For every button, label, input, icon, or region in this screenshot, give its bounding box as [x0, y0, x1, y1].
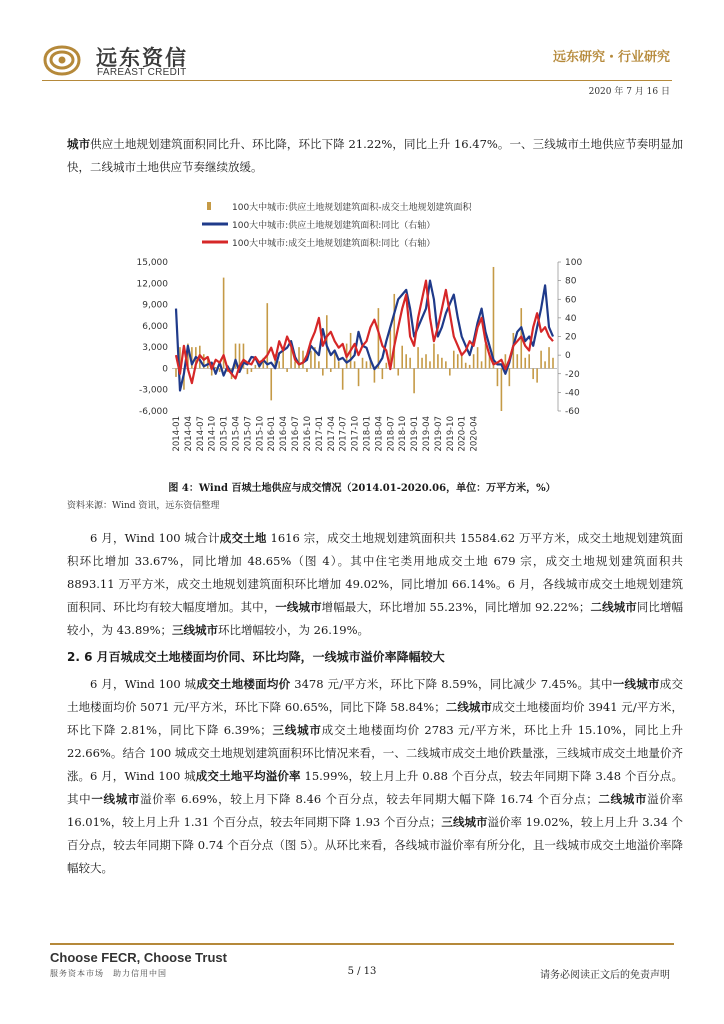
bar-supply-minus-deal [378, 308, 380, 368]
section-heading: 2. 6 月百城成交土地楼面均价同、环比均降，一线城市溢价率降幅较大 [67, 650, 445, 664]
legend-label: 100大中城市:成交土地规划建筑面积:同比（右轴） [232, 239, 436, 249]
brand-name-en: FAREAST CREDIT [97, 67, 187, 78]
bar-supply-minus-deal [255, 365, 257, 369]
bar-supply-minus-deal [251, 368, 253, 372]
bar-supply-minus-deal [393, 294, 395, 369]
x-tick-label: 2014-10 [207, 416, 218, 452]
x-tick-label: 2015-01 [219, 416, 230, 452]
bar-supply-minus-deal [493, 267, 495, 368]
intro-text: 供应土地规划建筑面积同比升、环比降，环比下降 21.22%，同比上升 16.47%。一、三线城市土地供应节奏明显加快，二线城市土地供应节奏继续放缓。 [67, 137, 683, 174]
bar-supply-minus-deal [548, 347, 550, 368]
header-divider [42, 80, 672, 81]
bar-supply-minus-deal [306, 368, 308, 372]
x-tick-label: 2015-07 [243, 416, 254, 452]
bar-supply-minus-deal [473, 354, 475, 368]
p1-text-3: 增幅最大，环比增加 55.23%，同比增加 92.22%； [321, 600, 591, 614]
bar-supply-minus-deal [409, 358, 411, 369]
bar-supply-minus-deal [318, 361, 320, 368]
bar-supply-minus-deal [457, 354, 459, 368]
bar-supply-minus-deal [215, 367, 217, 368]
x-tick-label: 2019-10 [445, 416, 456, 452]
x-tick-label: 2017-04 [326, 416, 337, 452]
bar-supply-minus-deal [441, 358, 443, 369]
land-supply-chart [136, 192, 600, 464]
x-tick-label: 2016-01 [267, 416, 278, 452]
bar-supply-minus-deal [437, 354, 439, 368]
bar-supply-minus-deal [417, 347, 419, 368]
x-tick-label: 2016-10 [303, 416, 313, 452]
x-tick-label: 2016-07 [291, 416, 302, 452]
right-axis-tick-label: 60 [565, 295, 577, 306]
left-axis-tick-label: 6,000 [142, 321, 168, 332]
bar-supply-minus-deal [461, 354, 463, 368]
p1-bold-1: 成交土地 [219, 531, 267, 545]
p2-text-3: 成交土地楼面均价 5071 元/平方米，环比下降 60.65%，同比下降 58.84%； [67, 677, 684, 714]
bar-supply-minus-deal [497, 368, 499, 386]
figure-source: 资料来源：Wind 资讯，远东资信整理 [67, 501, 220, 511]
x-tick-label: 2014-07 [195, 416, 206, 452]
right-axis-tick-label: -60 [565, 407, 580, 417]
bar-supply-minus-deal [413, 368, 415, 393]
right-axis-tick-label: 40 [565, 313, 577, 324]
bar-supply-minus-deal [528, 354, 530, 368]
x-tick-label: 2014-01 [172, 416, 182, 452]
p2-bold-4: 三线城市 [271, 723, 322, 737]
x-tick-label: 2014-04 [183, 416, 194, 452]
bar-supply-minus-deal [469, 365, 471, 369]
legend-label: 100大中城市:供应土地规划建筑面积-成交土地规划建筑面积 [232, 203, 472, 213]
x-tick-label: 2018-07 [386, 416, 397, 452]
p2-text-5: 成交土地楼面均价 2783 元/平方米，环比上升 15.10%，同比上升 22.66%。结合 100 城成交土地规划建筑面积环比情况来看，一、二线城市成交土地价跌量涨，三线城市成交土地量价齐涨。 [67, 723, 683, 783]
bar-supply-minus-deal [429, 361, 431, 368]
x-tick-label: 2020-04 [469, 416, 480, 452]
p1-text-4: 同比增幅较小，为 43.89%； [67, 600, 684, 637]
right-axis-tick-label: 0 [565, 351, 571, 362]
bar-supply-minus-deal [270, 368, 272, 400]
p2-text-4: 成交土地楼面均价 3941 元/平方米，环比下降 2.81%，同比下降 6.39%； [67, 700, 684, 737]
legend-label: 100大中城市:供应土地规划建筑面积:同比（右轴） [232, 221, 436, 231]
p3-text-2: 15.99%，较上月上升 0.88 个百分点，较去年同期下降 3.48 个百分点。其中 [67, 769, 684, 806]
p1-text-5: 环比增幅较小，为 26.19%。 [218, 623, 370, 637]
p2-text-2: 3478 元/平方米，环比下降 8.59%，同比减少 7.45%。其中 [290, 677, 613, 691]
bar-supply-minus-deal [425, 354, 427, 368]
bar-supply-minus-deal [433, 344, 435, 369]
x-tick-label: 2019-04 [422, 416, 432, 452]
bar-supply-minus-deal [516, 354, 518, 368]
left-axis-tick-label: -3,000 [138, 385, 168, 396]
left-axis-tick-label: 3,000 [142, 343, 168, 354]
legend-swatch-bar [207, 202, 211, 210]
bar-supply-minus-deal [524, 358, 526, 369]
p3-text-4: 溢价率 16.01%，较上月上升 1.31 个百分点，较去年同期下降 1.93 个百分点； [67, 792, 684, 829]
bar-supply-minus-deal [382, 368, 384, 379]
x-tick-label: 2019-07 [433, 416, 444, 452]
figure-caption: 图 4：Wind 百城土地供应与成交情况（2014.01-2020.06，单位：万平方米，%） [168, 483, 556, 494]
p3-text-5: 溢价率 19.02%，较上月上升 3.34 个百分点，较去年同期下降 0.74 个百分点（图 5）。从环比来看，各线城市溢价率有所分化，且一线城市成交土地溢价率降幅较大。 [67, 815, 684, 875]
bar-supply-minus-deal [362, 358, 364, 369]
p3-text-1: 6 月，Wind 100 城 [90, 769, 196, 783]
p1-text-2: 1616 宗，成交土地规划建筑面积共 15584.62 万平方米，成交土地规划建筑面积环比增加 33.67%，同比增加 48.65%（图 4）。其中住宅类用地成交土地 679 宗，成交土地规划建筑面积共 8893.11 万平方米，成交土地规划建筑面积环比增加 49.02%，同比增加 66.14%。6 月，各线城市成交土地规划建筑面积同、环比均有较大幅度增加。其中， [67, 531, 684, 614]
p3-bold-3: 二线城市 [597, 792, 648, 806]
report-category-tag: 远东研究・行业研究 [552, 50, 670, 65]
paragraph-premium-rate [67, 765, 683, 880]
bar-supply-minus-deal [247, 368, 249, 374]
bar-supply-minus-deal [354, 361, 356, 368]
right-axis-tick-label: -20 [565, 369, 580, 380]
bar-supply-minus-deal [405, 354, 407, 368]
bar-supply-minus-deal [310, 351, 312, 369]
p1-text-1: 6 月，Wind 100 城合计 [90, 531, 220, 545]
brand-name-cn: 远东资信 [96, 46, 188, 70]
intro-paragraph [67, 133, 683, 179]
bar-supply-minus-deal [552, 358, 554, 369]
right-axis-tick-label: 20 [565, 332, 577, 343]
bar-supply-minus-deal [540, 351, 542, 369]
bar-supply-minus-deal [544, 361, 546, 368]
x-tick-label: 2015-04 [231, 416, 242, 452]
bar-supply-minus-deal [449, 368, 451, 375]
bar-supply-minus-deal [386, 363, 388, 369]
bar-supply-minus-deal [465, 363, 467, 369]
footer-subslogan: 服务资本市场 助力信用中国 [50, 969, 167, 978]
x-tick-label: 2015-10 [255, 416, 266, 452]
left-axis-tick-label: -6,000 [138, 407, 168, 417]
right-axis-tick-label: 80 [565, 276, 577, 287]
bar-supply-minus-deal [501, 368, 503, 411]
x-tick-label: 2016-04 [279, 416, 290, 452]
bar-supply-minus-deal [421, 358, 423, 369]
bar-supply-minus-deal [266, 303, 268, 368]
bar-supply-minus-deal [322, 368, 324, 375]
p3-bold-2: 一线城市 [91, 792, 141, 806]
x-tick-label: 2018-04 [374, 416, 385, 452]
p3-bold-1: 成交土地平均溢价率 [195, 769, 301, 783]
bar-supply-minus-deal [366, 361, 368, 368]
x-tick-label: 2018-10 [398, 416, 409, 452]
x-tick-label: 2017-01 [314, 416, 325, 452]
right-axis-tick-label: -40 [565, 388, 580, 399]
bar-supply-minus-deal [397, 368, 399, 375]
bar-supply-minus-deal [485, 344, 487, 369]
x-tick-label: 2019-01 [410, 416, 421, 452]
x-tick-label: 2018-01 [362, 416, 373, 452]
page-number: 5 / 13 [347, 966, 377, 977]
p2-bold-2: 一线城市 [612, 677, 660, 691]
bar-supply-minus-deal [374, 368, 376, 382]
p1-bold-3: 二线城市 [590, 600, 637, 614]
left-axis-tick-label: 15,000 [136, 258, 168, 268]
left-axis-tick-label: 9,000 [142, 300, 168, 311]
bar-supply-minus-deal [532, 368, 534, 379]
bar-supply-minus-deal [330, 368, 332, 372]
report-date: 2020 年 7 月 16 日 [588, 87, 670, 97]
p2-text-1: 6 月，Wind 100 城 [90, 677, 197, 691]
bar-supply-minus-deal [342, 368, 344, 389]
footer-disclaimer: 请务必阅读正文后的免责声明 [540, 970, 670, 981]
bar-supply-minus-deal [481, 361, 483, 368]
x-tick-label: 2017-10 [350, 416, 361, 452]
bar-supply-minus-deal [278, 361, 280, 368]
bar-supply-minus-deal [453, 351, 455, 369]
bar-supply-minus-deal [358, 368, 360, 386]
bar-supply-minus-deal [219, 368, 221, 372]
fareast-logo-icon [42, 44, 82, 78]
p2-bold-3: 二线城市 [445, 700, 493, 714]
bar-supply-minus-deal [477, 347, 479, 368]
p3-bold-4: 三线城市 [441, 815, 488, 829]
x-tick-label: 2020-01 [457, 416, 468, 452]
intro-bold-lead: 城市 [67, 137, 91, 151]
bar-supply-minus-deal [338, 361, 340, 368]
bar-supply-minus-deal [286, 368, 288, 372]
right-axis-tick-label: 100 [565, 258, 583, 268]
p2-bold-1: 成交土地楼面均价 [196, 677, 291, 691]
left-axis-tick-label: 12,000 [136, 279, 168, 290]
bar-supply-minus-deal [536, 368, 538, 382]
bar-supply-minus-deal [294, 361, 296, 368]
left-axis-tick-label: 0 [162, 364, 168, 375]
bar-supply-minus-deal [445, 361, 447, 368]
paragraph-land-transactions [67, 527, 683, 642]
footer-divider [50, 943, 674, 945]
bar-supply-minus-deal [509, 368, 511, 386]
p1-bold-2: 一线城市 [275, 600, 322, 614]
x-tick-label: 2017-07 [338, 416, 349, 452]
p3-text-3: 溢价率 6.69%，较上月下降 8.46 个百分点，较去年同期大幅下降 16.74 个百分点； [140, 792, 598, 806]
p1-bold-4: 三线城市 [172, 623, 219, 637]
bar-supply-minus-deal [401, 346, 403, 369]
footer-slogan: Choose FECR, Choose Trust [50, 950, 227, 965]
bar-supply-minus-deal [175, 368, 177, 377]
